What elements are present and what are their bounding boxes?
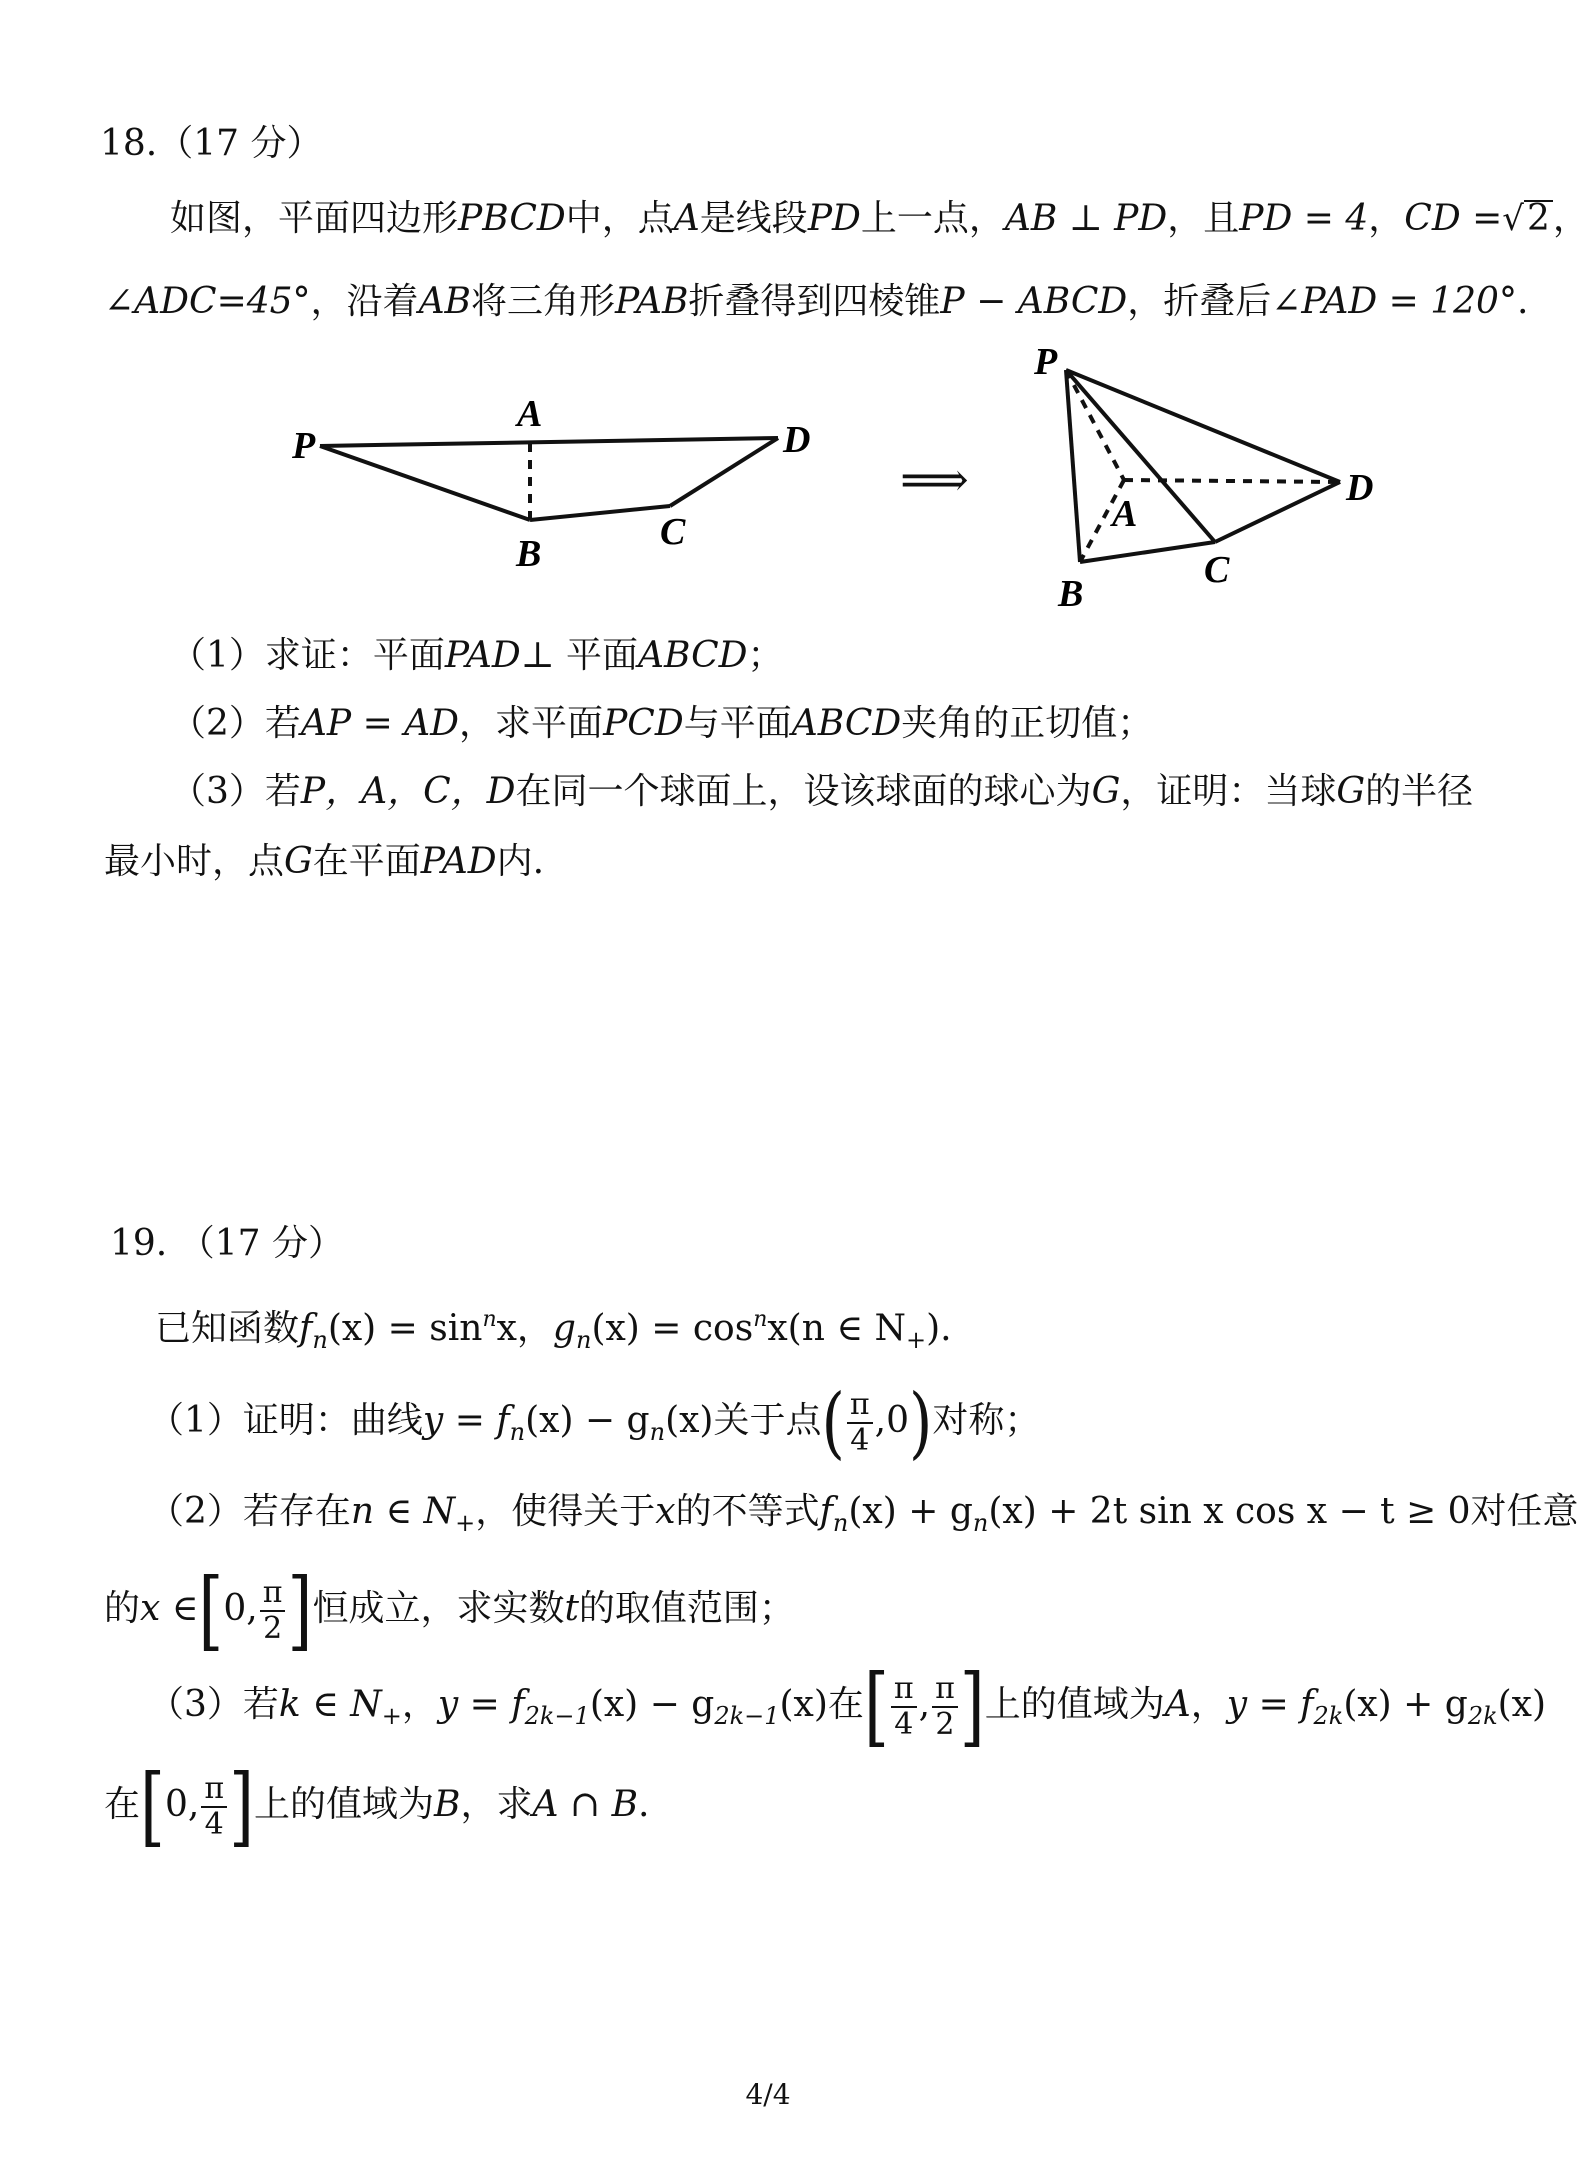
q19-intro: 已知函数$f_n(x) = \sin^nx$，$g_n(x) = \cos^nx(n$ ∈ $N_+$). (155, 1307, 952, 1354)
label-C: C (660, 511, 686, 553)
q18-figure-pyramid (1020, 340, 1440, 630)
label-D: D (1346, 467, 1374, 509)
q18-intro-line1: 如图，平面四边形PBCD中，点A是线段PD上一点，AB ⊥ PD，且PD = 4，CD =√2， (170, 198, 1589, 239)
label-B: B (516, 533, 542, 575)
q19-part2-cont: 的x ∈[0, $\frac{\pi}{2}$ ]恒成立，求实数t的取值范围； (104, 1561, 795, 1661)
segment-PB (320, 446, 530, 520)
edge-PB (1066, 370, 1080, 562)
fraction-pi-over-4: $\frac{\pi}{4}$ (201, 1772, 227, 1842)
q18-part1: （1）求证：平面PAD⊥ 平面ABCD； (170, 635, 784, 676)
fold-arrow: ⟹ (900, 452, 969, 508)
q19-part3: （3）若k ∈ $N_+$，$y = f_{2k-1}(x) - g_{2k-1}(x)$在[ $\frac{\pi}{4}$ , $\frac{\pi}{2}$ ]上的值域为A，$y = f_{2k}(x) + g_{2k}(x)$ (148, 1657, 1547, 1757)
fraction-pi-over-4: $\frac{\pi}{4}$ (891, 1672, 917, 1742)
edge-AD-dashed (1124, 480, 1340, 482)
edge-PC (1066, 370, 1215, 542)
label-C: C (1204, 549, 1230, 591)
q18-intro-line2: ∠ADC=45°，沿着AB将三角形PAB折叠得到四棱锥P − ABCD，折叠后∠PAD = 120°. (104, 281, 1529, 322)
label-P: P (1034, 341, 1058, 383)
edge-CD (1215, 482, 1340, 542)
q19-part2: （2）若存在n ∈ $N_+$，使得关于x的不等式$f_n(x) + g_n(x) + 2t$ sin x cos x − t ≥ 0对任意 (148, 1491, 1579, 1537)
segment-PD (320, 438, 778, 446)
q18-part3: （3）若P，A，C，D在同一个球面上，设该球面的球心为G，证明：当球G的半径 (170, 771, 1474, 812)
edge-BC (1080, 542, 1215, 562)
q18-part3-cont: 最小时，点G在平面PAD内. (104, 841, 545, 882)
label-B: B (1058, 573, 1084, 615)
q19-part3-cont: 在[0, $\frac{\pi}{4}$ ]上的值域为B，求A ∩ B. (104, 1757, 650, 1857)
label-A: A (517, 393, 543, 435)
q18-part2: （2）若AP = AD，求平面PCD与平面ABCD夹角的正切值； (170, 703, 1154, 744)
q18-header: 18.（17 分） (100, 123, 323, 164)
segment-CD (670, 438, 778, 506)
q19-header: 19. （17 分） (110, 1223, 344, 1264)
fraction-pi-over-4: $\frac{\pi}{4}$ (847, 1388, 873, 1458)
fraction-pi-over-2: $\frac{\pi}{2}$ (932, 1672, 958, 1742)
fraction-pi-over-2: $\frac{\pi}{2}$ (260, 1576, 286, 1646)
page-number: 4/4 (745, 2078, 791, 2111)
q19-part1: （1）证明：曲线$y = f_n(x) - g_n(x)$关于点( $\frac{\pi}{4}$ ,0)对称； (148, 1377, 1041, 1469)
q18-figure-flat (280, 380, 840, 580)
edge-PD (1066, 370, 1340, 482)
sqrt-radicand: 2 (1524, 200, 1553, 236)
label-D: D (783, 419, 811, 461)
segment-BC (530, 506, 670, 520)
label-P: P (292, 425, 316, 467)
label-A: A (1112, 493, 1138, 535)
